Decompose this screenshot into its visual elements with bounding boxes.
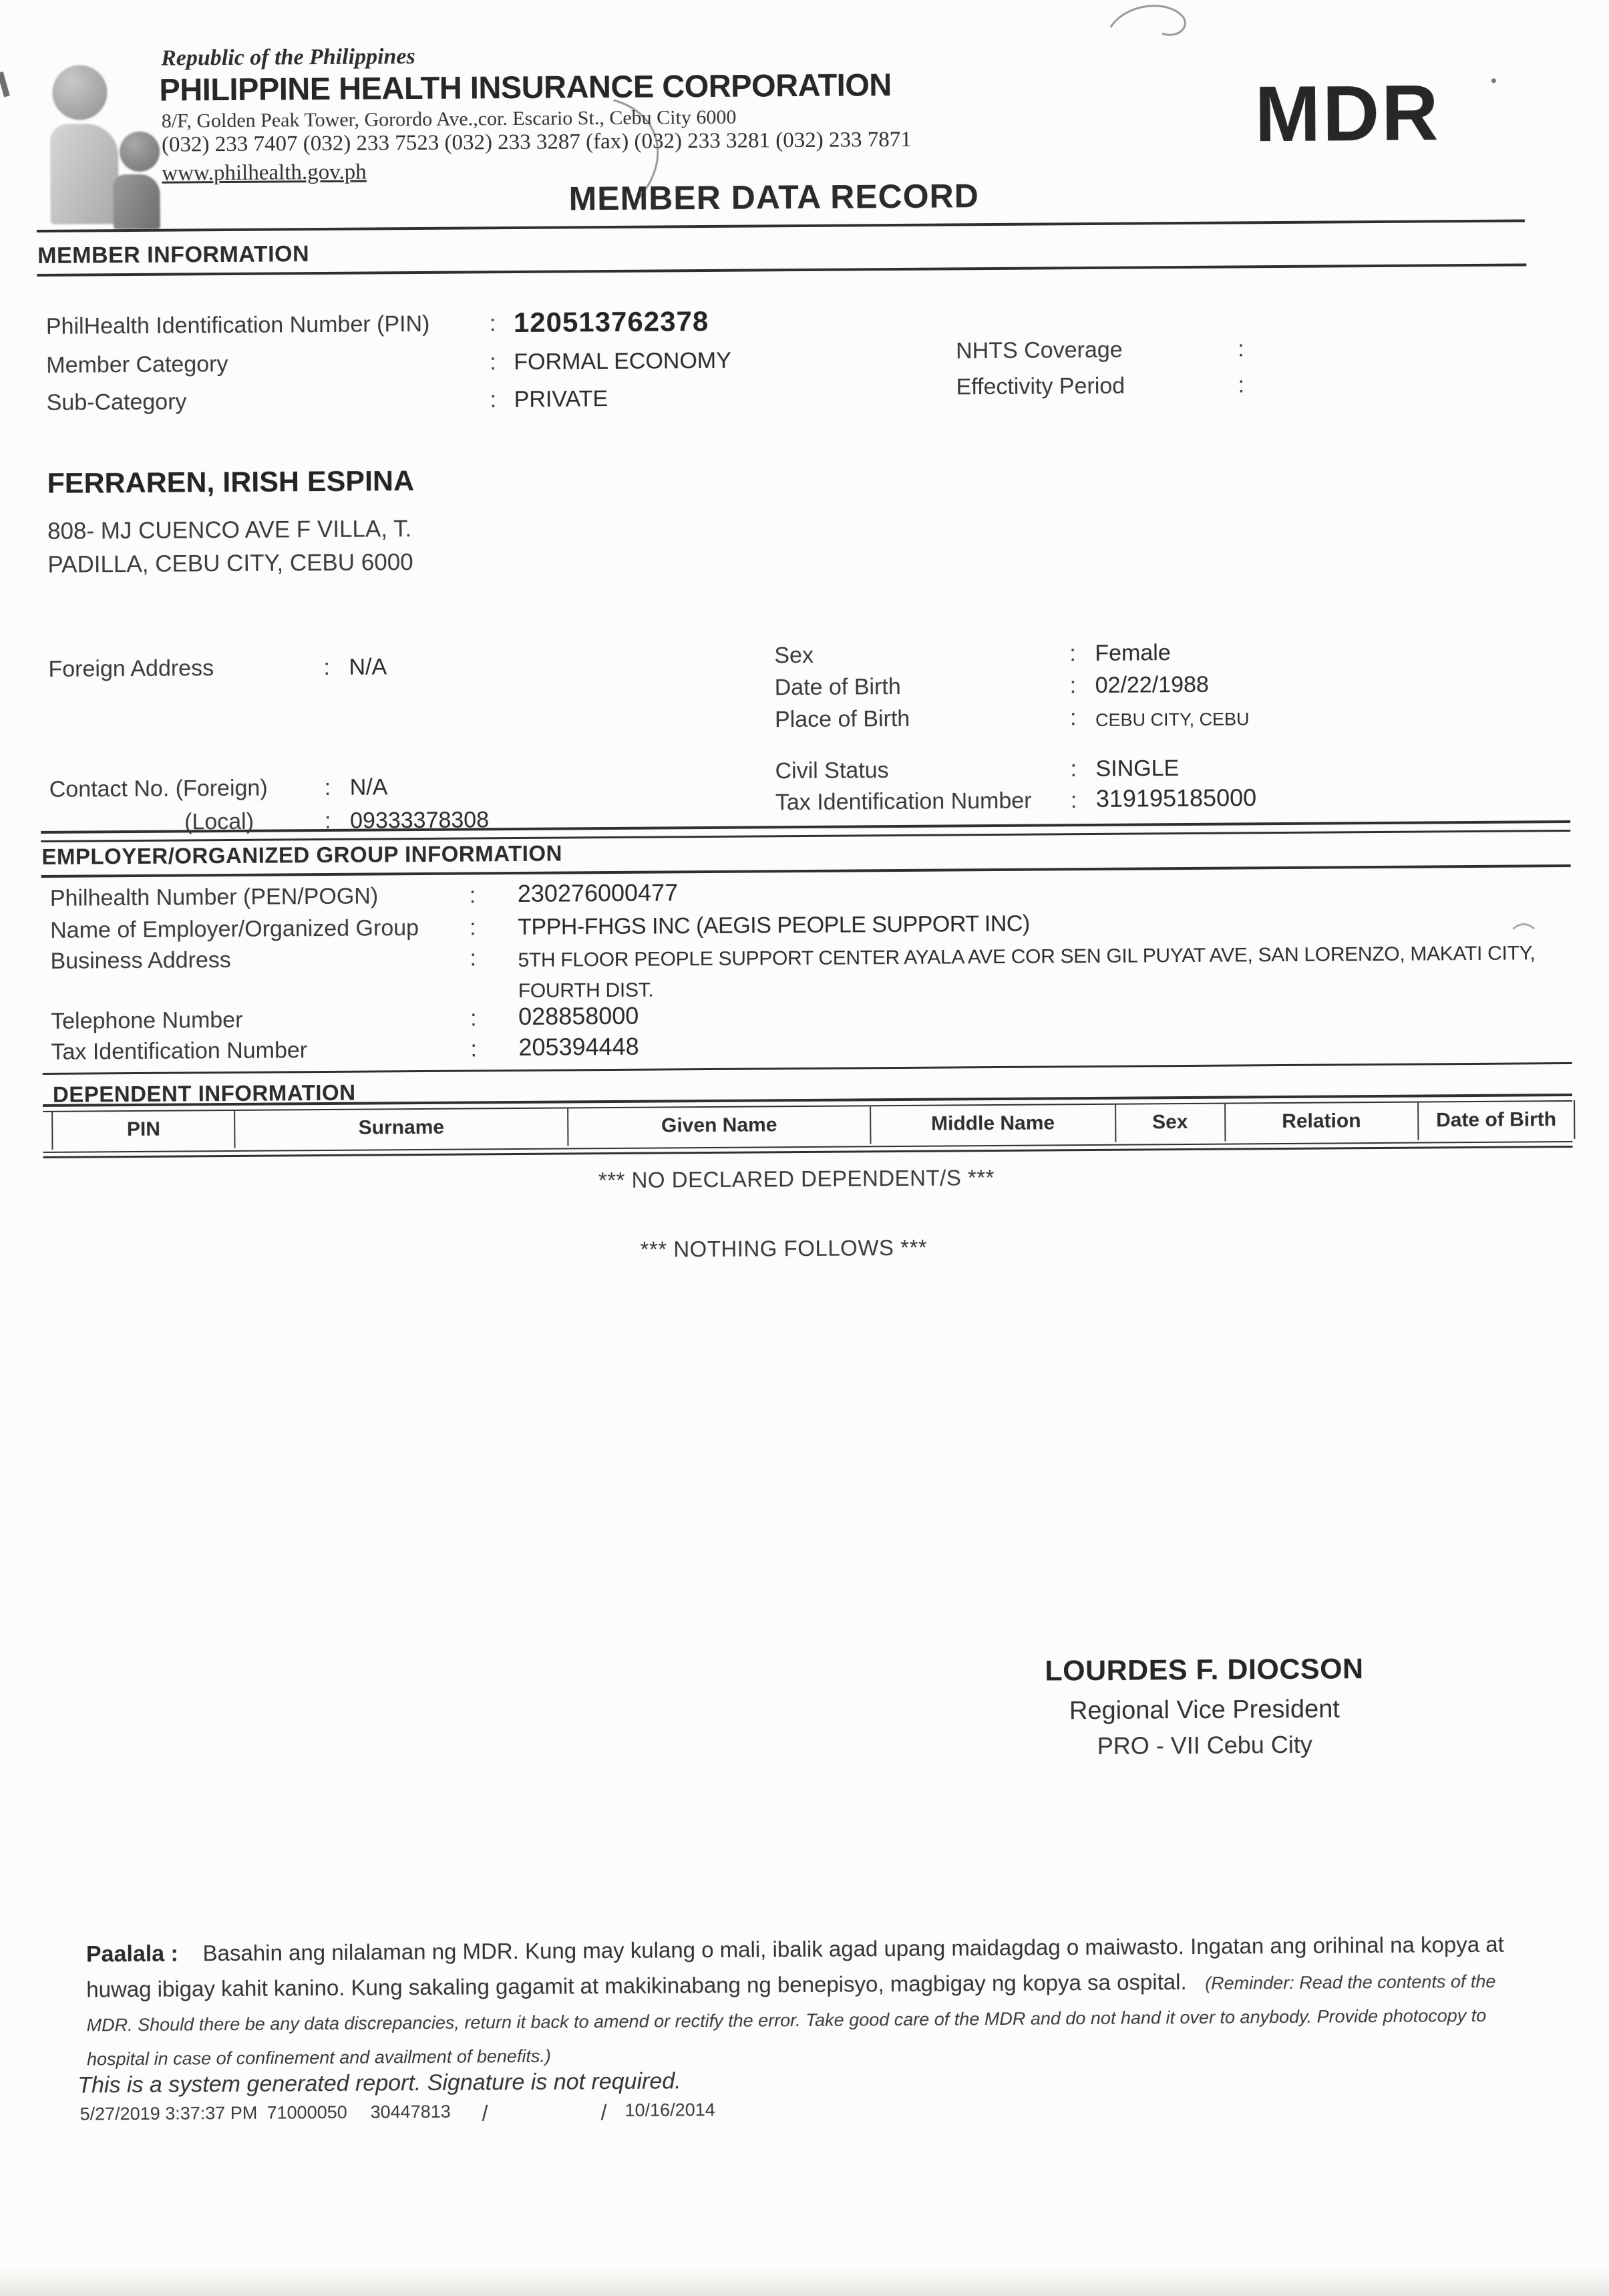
member-tin-label: Tax Identification Number	[775, 788, 1032, 816]
dependent-col-date-of-birth: Date of Birth	[1435, 1108, 1557, 1132]
foreign-address-label: Foreign Address	[48, 655, 214, 682]
member-category-value: FORMAL ECONOMY	[514, 347, 731, 375]
generated-slash-1: /	[482, 2101, 488, 2126]
generated-slash-2: /	[600, 2100, 607, 2125]
member-tin-value: 319195185000	[1095, 784, 1257, 812]
civil-status-value: SINGLE	[1095, 756, 1180, 782]
colon: :	[324, 774, 331, 801]
effectivity-period-label: Effectivity Period	[956, 373, 1125, 400]
member-address-line1: 808- MJ CUENCO AVE F VILLA, T.	[47, 516, 412, 544]
colon: :	[324, 808, 331, 834]
signatory-name: LOURDES F. DIOCSON	[1045, 1653, 1364, 1687]
colon: :	[1070, 788, 1077, 814]
employer-telephone-value: 028858000	[518, 1001, 639, 1030]
dependent-col-middle-name: Middle Name	[871, 1104, 1116, 1144]
dependent-col-relation: Relation	[1226, 1102, 1419, 1142]
colon: :	[470, 1005, 477, 1031]
colon: :	[1070, 756, 1077, 782]
nhts-coverage-label: NHTS Coverage	[956, 337, 1123, 364]
member-category-label: Member Category	[46, 351, 228, 378]
civil-status-label: Civil Status	[775, 758, 889, 784]
paalala-paragraph	[86, 1927, 1533, 2074]
colon: :	[1069, 673, 1077, 699]
sex-label: Sex	[774, 642, 814, 669]
generated-code-1: 71000050	[266, 2102, 347, 2123]
sub-category-label: Sub-Category	[46, 389, 187, 416]
dependent-col-surname: Surname	[235, 1107, 568, 1148]
generated-code-2: 30447813	[370, 2101, 451, 2122]
paalala-tagalog-text: Basahin ang nilalaman ng MDR. Kung may kulang o mali, ibalik agad upang maidagdag o maiwasto. Ingatan ang orihinal na kopya at huwag ibigay kahit kanino. Kung sakaling gagamit at makikinabang ng benepisyo, magbigay ng kopya sa ospital.	[86, 1931, 1504, 2002]
header-republic: Republic of the Philippines	[160, 44, 415, 71]
employer-tin-label: Tax Identification Number	[51, 1037, 308, 1065]
member-name: FERRAREN, IRISH ESPINA	[47, 465, 415, 500]
place-of-birth-value: CEBU CITY, CEBU	[1095, 709, 1250, 730]
mdr-mark: MDR	[1254, 69, 1441, 159]
colon: :	[323, 654, 331, 681]
colon: :	[1238, 336, 1244, 362]
place-of-birth-label: Place of Birth	[774, 705, 910, 733]
colon: :	[470, 945, 477, 971]
logo-large-figure-head	[52, 65, 108, 120]
logo-small-figure-head	[120, 132, 160, 172]
pin-label: PhilHealth Identification Number (PIN)	[45, 311, 430, 339]
contact-local-value: 09333378308	[349, 807, 490, 834]
dependent-col-given-name: Given Name	[568, 1105, 872, 1146]
signatory-block	[904, 1652, 1505, 1762]
dependent-col-pin: PIN	[53, 1110, 236, 1150]
colon: :	[1238, 372, 1245, 398]
employer-telephone-label: Telephone Number	[51, 1007, 243, 1034]
header-phone-numbers: (032) 233 7407 (032) 233 7523 (032) 233 3287 (fax) (032) 233 3281 (032) 233 7871	[161, 127, 912, 157]
colon: :	[469, 882, 476, 909]
generated-datetime: 5/27/2019 3:37:37 PM	[79, 2102, 258, 2124]
sub-category-value: PRIVATE	[514, 386, 608, 413]
pen-value: 230276000477	[517, 878, 679, 907]
nothing-follows-note: *** NOTHING FOLLOWS ***	[640, 1235, 928, 1262]
employer-name-label: Name of Employer/Organized Group	[50, 915, 419, 943]
section-member-information-title: MEMBER INFORMATION	[37, 241, 310, 269]
section-dependent-title: DEPENDENT INFORMATION	[52, 1080, 356, 1107]
foreign-address-value: N/A	[349, 654, 387, 680]
paalala-label: Paalala :	[85, 1941, 179, 1967]
business-address-value: 5TH FLOOR PEOPLE SUPPORT CENTER AYALA AVE COR SEN GIL PUYAT AVE, SAN LORENZO, MAKATI CITY, FOURTH DIST.	[518, 942, 1536, 1002]
contact-local-label: (Local)	[184, 808, 254, 835]
business-address-label: Business Address	[50, 947, 231, 974]
pen-label: Philhealth Number (PEN/POGN)	[49, 883, 379, 911]
member-address-line2: PADILLA, CEBU CITY, CEBU 6000	[47, 549, 413, 578]
sex-value: Female	[1095, 640, 1171, 666]
signatory-title: Regional Vice President	[1069, 1695, 1340, 1726]
document-title: MEMBER DATA RECORD	[568, 177, 980, 218]
no-dependents-note: *** NO DECLARED DEPENDENT/S ***	[598, 1165, 995, 1193]
colon: :	[490, 387, 497, 413]
colon: :	[490, 349, 496, 375]
philhealth-people-icon	[40, 59, 168, 230]
generated-date-2: 10/16/2014	[624, 2099, 715, 2120]
section-employer-title: EMPLOYER/ORGANIZED GROUP INFORMATION	[41, 840, 563, 869]
employer-name-value: TPPH-FHGS INC (AEGIS PEOPLE SUPPORT INC)	[518, 911, 1030, 940]
logo-large-figure-body	[50, 124, 119, 224]
signatory-office: PRO - VII Cebu City	[1097, 1730, 1312, 1760]
contact-foreign-value: N/A	[349, 774, 388, 800]
pin-value: 120513762378	[513, 305, 709, 339]
date-of-birth-value: 02/22/1988	[1095, 671, 1209, 698]
colon: :	[470, 1036, 478, 1062]
reminder-english-text: (Reminder: Read the contents of the MDR. Should there be any data discrepancies, return it back to amend or rectify the error. Take good care of the MDR and do not hand it over to anybody. Provide photocopy to hospital in case of confinement and availment of benefits.)	[86, 1971, 1496, 2070]
colon: :	[489, 311, 496, 337]
contact-foreign-label: Contact No. (Foreign)	[49, 775, 268, 802]
scan-edge-shadow	[0, 2268, 1609, 2296]
dependent-col-sex: Sex	[1116, 1103, 1226, 1142]
header-office-address: 8/F, Golden Peak Tower, Gorordo Ave.,cor. Escario St., Cebu City 6000	[161, 106, 737, 132]
employer-tin-value: 205394448	[518, 1032, 639, 1061]
colon: :	[1069, 705, 1077, 731]
logo-small-figure-body	[113, 174, 160, 229]
header-corporation-name: PHILIPPINE HEALTH INSURANCE CORPORATION	[159, 67, 892, 108]
date-of-birth-label: Date of Birth	[774, 673, 901, 701]
colon: :	[470, 915, 476, 941]
header-website-url: www.philhealth.gov.ph	[162, 160, 367, 186]
colon: :	[1069, 641, 1076, 667]
system-generated-note: This is a system generated report. Signature is not required.	[77, 2068, 681, 2098]
